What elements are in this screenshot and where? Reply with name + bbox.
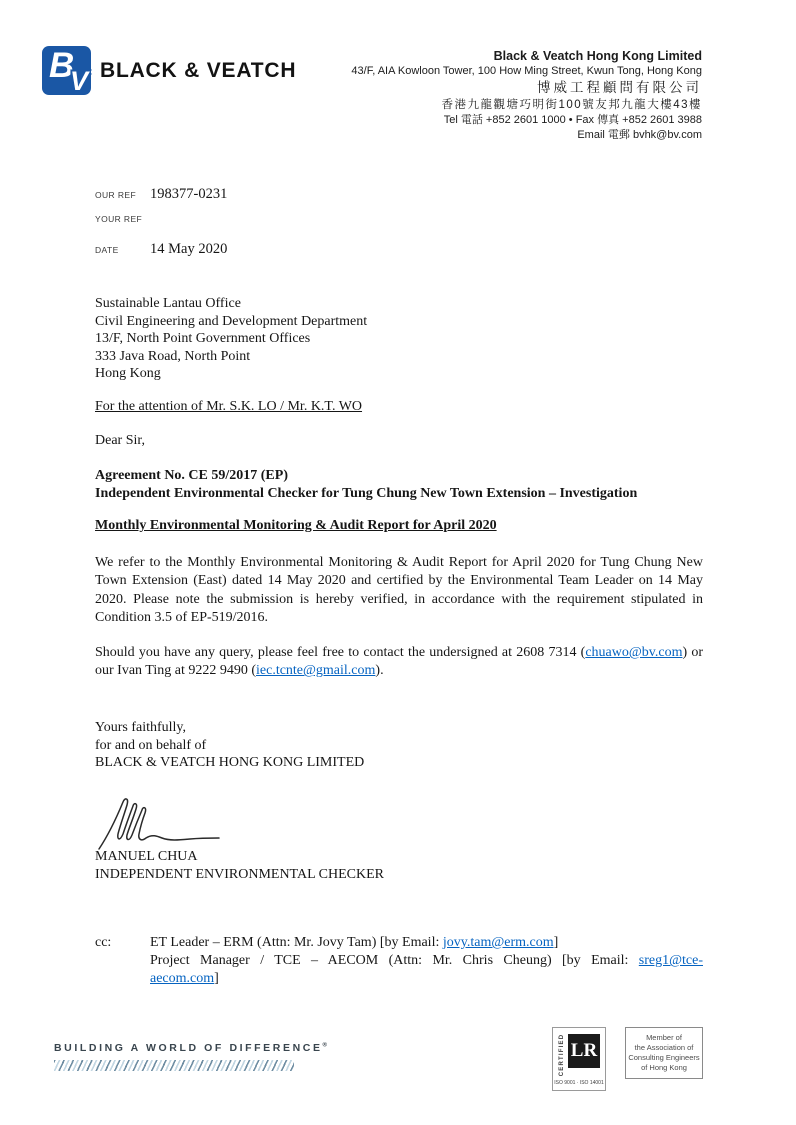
iso-standards-label: ISO 9001 · ISO 14001 [554, 1080, 604, 1086]
member-badge-line: Member of [646, 1033, 682, 1042]
our-ref-value: 198377-0231 [150, 186, 228, 202]
subject-block [95, 467, 703, 504]
lr-certification-badge [552, 1027, 606, 1091]
subject-agreement: Agreement No. CE 59/2017 (EP) [95, 468, 288, 483]
certified-label: CERTIFIED [559, 1033, 566, 1077]
our-ref-row [95, 186, 227, 214]
cc-recipient-1 [150, 934, 703, 952]
closing-block [95, 719, 703, 772]
email-link-iec[interactable]: iec.tcnte@gmail.com [256, 663, 376, 679]
date-row [95, 241, 227, 269]
signer-title: INDEPENDENT ENVIRONMENTAL CHECKER [95, 866, 384, 882]
email-link-chuawo[interactable]: chuawo@bv.com [585, 645, 683, 660]
our-ref-label: OUR REF [95, 190, 137, 200]
bv-logo-letter-v: V [69, 66, 88, 96]
cc-recipient-2 [150, 952, 703, 988]
tagline-text: BUILDING A WORLD OF DIFFERENCE [54, 1042, 323, 1054]
cc2-line-first [150, 952, 703, 970]
lr-logo-icon: LR [568, 1034, 600, 1068]
bv-logo-letter-b: B [49, 46, 75, 85]
body-paragraph-1: We refer to the Monthly Environmental Monitoring & Audit Report for April 2020 for Tung Chung New Town Extension (East) dated 14 May 2020 and certified by the Environmental Team Leader on 14 May 2020. Please note the submission is hereby verified, in accordance with the requirement stipulated in Condition 3.5 of EP-519/2016. [95, 555, 703, 625]
company-address-en: 43/F, AIA Kowloon Tower, 100 How Ming Street, Kwun Tong, Hong Kong [351, 65, 702, 77]
date-label: DATE [95, 245, 119, 255]
company-name-en: Black & Veatch Hong Kong Limited [493, 49, 702, 63]
member-badge-line: the Association of [634, 1043, 694, 1052]
closing-company: BLACK & VEATCH HONG KONG LIMITED [95, 755, 365, 771]
cc-label: cc: [95, 935, 112, 950]
registered-mark: ® [322, 1042, 327, 1049]
attention-line: For the attention of Mr. S.K. LO / Mr. K.T. WO [95, 399, 363, 414]
recipient-line: Hong Kong [95, 366, 161, 382]
cc1-text: ET Leader – ERM (Attn: Mr. Jovy Tam) [by Email: [150, 935, 443, 950]
your-ref-label: YOUR REF [95, 213, 143, 224]
cc-list [150, 934, 703, 989]
acehk-member-badge [625, 1027, 703, 1079]
company-address-zh: 香港九龍觀塘巧明街100號友邦九龍大樓43樓 [441, 99, 702, 111]
your-ref-row [95, 214, 227, 242]
cc2-text: Project Manager / TCE – AECOM (Attn: Mr. Chris Cheung) [by Email: [150, 953, 639, 969]
company-logo-wordmark: BLACK & VEATCH [100, 58, 297, 82]
subject-report-title: Monthly Environmental Monitoring & Audit Report for April 2020 [95, 518, 497, 533]
company-letterhead-block [262, 48, 702, 143]
cc2-line-second [150, 970, 703, 988]
recipient-line: Civil Engineering and Development Department [95, 313, 368, 329]
brand-tagline [54, 1042, 327, 1054]
company-logo [42, 46, 296, 95]
subject-project: Independent Environmental Checker for Tung Chung New Town Extension – Investigation [95, 486, 638, 502]
cc2-text: ] [214, 971, 219, 987]
closing-line: for and on behalf of [95, 737, 207, 753]
paragraph2-text: Should you have any query, please feel free to contact the undersigned at 2608 7314 ( [95, 645, 586, 660]
reference-block [95, 186, 227, 269]
tagline-stripes-decoration [54, 1060, 294, 1071]
date-value: 14 May 2020 [150, 241, 228, 257]
cc-block [95, 934, 703, 989]
bv-logo-icon [42, 46, 91, 95]
company-tel-fax: Tel 電話 +852 2601 1000 • Fax 傳真 +852 2601 3988 [443, 114, 702, 126]
signer-block [95, 848, 703, 884]
member-badge-line: Consulting Engineers [628, 1053, 700, 1062]
signature-image [95, 793, 265, 851]
closing-line: Yours faithfully, [95, 720, 187, 735]
member-badge-line: of Hong Kong [641, 1063, 687, 1072]
company-name-zh: 博威工程顧問有限公司 [537, 80, 702, 95]
body-paragraph-2 [95, 644, 703, 681]
recipient-line: 13/F, North Point Government Offices [95, 331, 311, 347]
signature-scribble-icon [95, 793, 265, 851]
paragraph2-text: ) or our Ivan Ting at 9222 9490 ( [95, 645, 703, 679]
email-link-sreg1[interactable]: sreg1@tce- [638, 953, 703, 969]
signer-name: MANUEL CHUA [95, 849, 198, 864]
company-email: Email 電郵 bvhk@bv.com [577, 129, 702, 141]
cc1-text: ] [553, 935, 559, 950]
recipient-address [95, 295, 703, 383]
email-link-jovy-tam[interactable]: jovy.tam@erm.com [442, 935, 554, 950]
recipient-line: 333 Java Road, North Point [95, 348, 251, 364]
salutation: Dear Sir, [95, 433, 145, 448]
email-link-sreg1-cont[interactable]: aecom.com [150, 971, 215, 987]
recipient-line: Sustainable Lantau Office [95, 296, 241, 311]
paragraph2-text: ). [375, 663, 384, 679]
